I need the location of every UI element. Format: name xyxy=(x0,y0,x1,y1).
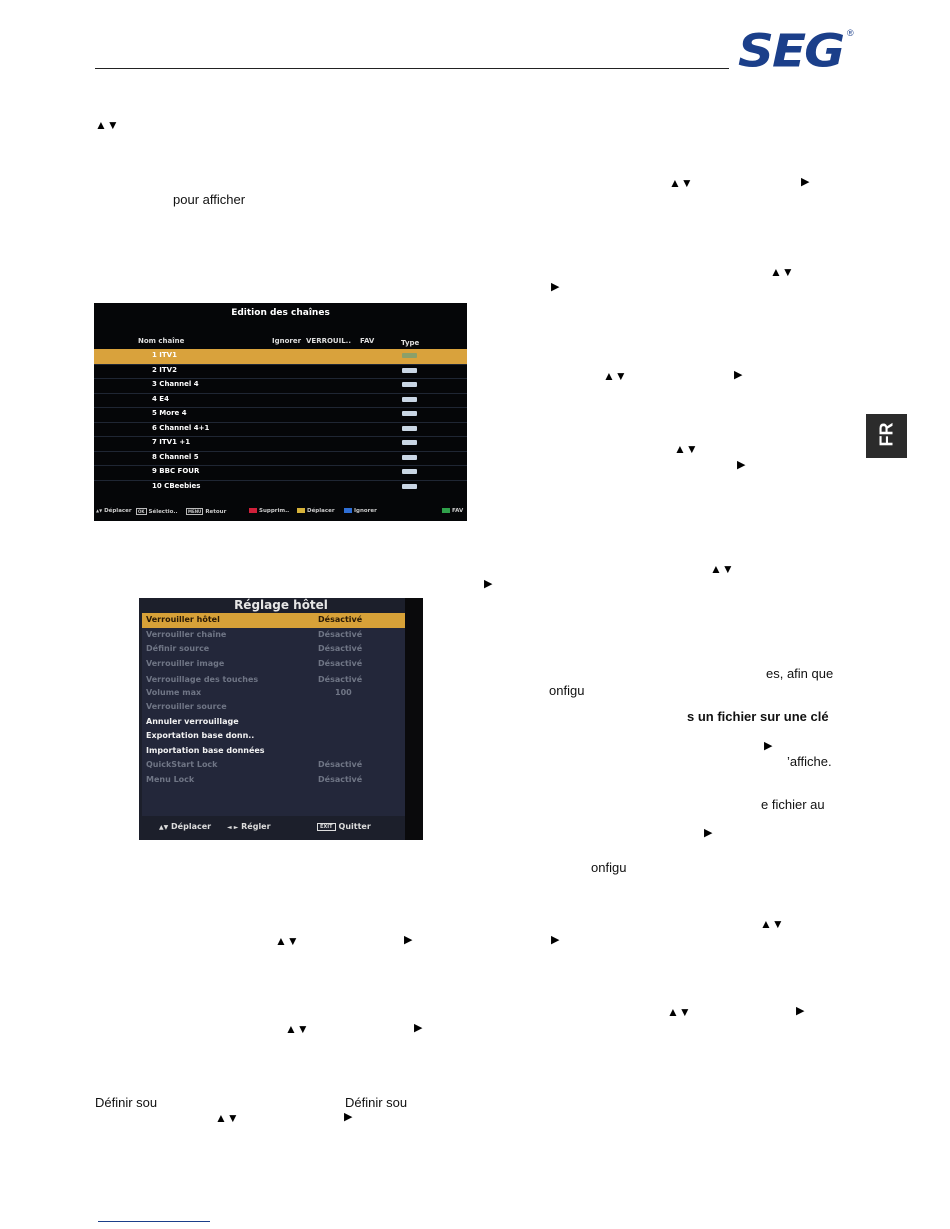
footer-delete-label: Supprim.. xyxy=(259,508,290,514)
screen-title: Réglage hôtel xyxy=(234,598,328,612)
footer-move xyxy=(159,822,211,831)
setting-row[interactable] xyxy=(142,628,405,644)
column-fav: FAV xyxy=(360,337,375,345)
setting-row[interactable] xyxy=(142,758,405,774)
setting-row-empty xyxy=(142,787,405,803)
type-badge xyxy=(402,455,417,460)
updown-arrows-icon: ▲▼ xyxy=(215,1111,239,1125)
setting-label: Verrouiller image xyxy=(146,658,225,668)
footer-quit-label: Quitter xyxy=(338,822,371,831)
right-arrow-icon: ▶ xyxy=(734,369,743,381)
text-fragment: s un fichier sur une clé xyxy=(687,709,829,724)
text-fragment: es, afin que xyxy=(766,666,834,681)
footer-skip-label: Ignorer xyxy=(354,508,377,514)
hotel-settings-screen xyxy=(139,598,423,840)
footer-back-label: Retour xyxy=(205,509,227,515)
channel-row[interactable] xyxy=(94,480,467,495)
setting-row[interactable] xyxy=(142,657,405,673)
setting-value: Désactivé xyxy=(318,658,363,668)
channel-row[interactable] xyxy=(94,393,467,409)
footer-move-label: Déplacer xyxy=(171,822,212,831)
footer-move-label: Déplacer xyxy=(104,508,132,514)
updown-arrows-icon: ▲▼ xyxy=(669,176,693,190)
setting-label: Verrouiller source xyxy=(146,702,227,711)
column-skip: Ignorer xyxy=(272,337,302,345)
setting-value: Désactivé xyxy=(318,760,363,769)
setting-row[interactable] xyxy=(142,744,405,760)
footer-fav xyxy=(442,508,463,514)
footer-shift-label: Déplacer xyxy=(307,508,335,514)
channel-row[interactable] xyxy=(94,349,467,365)
channel-row[interactable] xyxy=(94,436,467,452)
type-badge xyxy=(402,353,417,358)
updown-arrows-icon: ▲▼ xyxy=(275,934,299,948)
setting-row[interactable] xyxy=(142,715,405,731)
green-key-icon xyxy=(442,508,450,513)
setting-value: 100 xyxy=(335,687,352,697)
channel-edit-screen xyxy=(94,303,467,521)
setting-label: Exportation base donn.. xyxy=(146,731,255,740)
channel-row[interactable] xyxy=(94,364,467,380)
text-fragment: Définir sou xyxy=(345,1095,408,1110)
footer-select-label: Sélectio.. xyxy=(148,509,178,515)
seg-logo: SEG xyxy=(738,24,844,78)
type-badge xyxy=(402,368,417,373)
setting-row[interactable] xyxy=(142,773,405,789)
updown-arrows-icon: ▲▼ xyxy=(285,1022,309,1036)
setting-label: Annuler verrouillage xyxy=(146,716,239,726)
updown-arrows-icon: ▲▼ xyxy=(96,508,103,513)
right-arrow-icon: ▶ xyxy=(551,281,560,293)
setting-row[interactable] xyxy=(142,671,405,687)
screen-edge xyxy=(405,598,423,840)
text-fragment: e fichier au xyxy=(761,797,825,812)
setting-label: Définir source xyxy=(146,644,210,653)
setting-row[interactable] xyxy=(142,613,405,629)
channel-name: 6 Channel 4+1 xyxy=(152,423,210,432)
right-arrow-icon: ▶ xyxy=(344,1111,353,1123)
right-arrow-icon: ▶ xyxy=(737,459,746,471)
setting-label: Verrouillage des touches xyxy=(146,675,259,684)
channel-name: 7 ITV1 +1 xyxy=(152,438,191,446)
type-badge xyxy=(402,382,417,387)
yellow-key-icon xyxy=(297,508,305,513)
red-key-icon xyxy=(249,508,257,513)
channel-name: 1 ITV1 xyxy=(152,351,177,359)
type-badge xyxy=(402,484,417,489)
channel-row[interactable] xyxy=(94,451,467,467)
right-arrow-icon: ▶ xyxy=(551,934,560,946)
channel-row[interactable] xyxy=(94,407,467,423)
setting-row[interactable] xyxy=(142,642,405,658)
setting-label: Verrouiller chaîne xyxy=(146,629,227,639)
footer-delete xyxy=(249,508,289,514)
updown-arrows-icon: ▲▼ xyxy=(770,265,794,279)
setting-label: Menu Lock xyxy=(146,774,195,784)
right-arrow-icon: ▶ xyxy=(796,1005,805,1017)
ok-key-icon: OK xyxy=(138,509,145,514)
text-fragment: Définir sou xyxy=(95,1095,158,1110)
text-fragment: onfigu xyxy=(591,860,627,875)
updown-arrows-icon: ▲▼ xyxy=(760,917,784,931)
left-right-arrows-icon: ◄ ► xyxy=(227,824,239,831)
right-arrow-icon: ▶ xyxy=(404,934,413,946)
setting-value: Désactivé xyxy=(318,774,363,784)
updown-arrows-icon: ▲▼ xyxy=(603,369,627,383)
type-badge xyxy=(402,397,417,402)
language-tab-label: FR xyxy=(876,422,897,447)
updown-arrows-icon: ▲▼ xyxy=(95,118,119,132)
footer-adjust xyxy=(227,822,271,831)
right-arrow-icon: ▶ xyxy=(414,1022,423,1034)
setting-label: QuickStart Lock xyxy=(146,760,218,769)
channel-name: 8 Channel 5 xyxy=(152,452,199,461)
setting-value: Désactivé xyxy=(318,629,363,639)
channel-row[interactable] xyxy=(94,378,467,394)
channel-name: 5 More 4 xyxy=(152,409,187,417)
updown-arrows-icon: ▲▼ xyxy=(710,562,734,576)
footer-quit xyxy=(317,822,371,831)
column-type: Type xyxy=(401,339,420,347)
channel-row[interactable] xyxy=(94,465,467,481)
right-arrow-icon: ▶ xyxy=(704,827,713,839)
blue-key-icon xyxy=(344,508,352,513)
setting-row[interactable] xyxy=(142,729,405,745)
updown-arrows-icon: ▲▼ xyxy=(674,442,698,456)
footer-shift xyxy=(297,508,335,514)
channel-row[interactable] xyxy=(94,422,467,438)
setting-label: Volume max xyxy=(146,687,202,697)
channel-name: 3 Channel 4 xyxy=(152,380,199,388)
setting-label: Verrouiller hôtel xyxy=(146,615,220,624)
language-tab xyxy=(866,414,907,458)
footer-fav-label: FAV xyxy=(452,508,464,514)
setting-row-empty xyxy=(142,802,405,817)
setting-row[interactable] xyxy=(142,686,405,702)
text-fragment: ’affiche. xyxy=(787,754,832,769)
setting-value: Désactivé xyxy=(318,675,363,684)
header-rule xyxy=(95,68,729,69)
updown-arrows-icon: ▲▼ xyxy=(667,1005,691,1019)
footer-adjust-label: Régler xyxy=(241,822,271,831)
menu-key-icon: MENU xyxy=(188,509,202,514)
type-badge xyxy=(402,469,417,474)
footer-back xyxy=(186,508,226,515)
column-name: Nom chaîne xyxy=(138,337,185,345)
setting-value: Désactivé xyxy=(318,615,363,624)
updown-arrows-icon: ▲▼ xyxy=(159,824,169,831)
channel-name: 10 CBeebies xyxy=(152,481,201,490)
footer-move xyxy=(96,508,132,514)
type-badge xyxy=(402,426,417,431)
registered-mark: ® xyxy=(847,28,854,38)
type-badge xyxy=(402,440,417,445)
screen-title: Edition des chaînes xyxy=(231,308,330,318)
right-arrow-icon: ▶ xyxy=(801,176,810,188)
type-badge xyxy=(402,411,417,416)
setting-row[interactable] xyxy=(142,700,405,716)
footer-select xyxy=(136,508,178,515)
footer-skip xyxy=(344,508,377,514)
channel-name: 9 BBC FOUR xyxy=(152,467,200,475)
exit-key-icon: EXIT xyxy=(317,823,336,831)
text-fragment: pour afficher xyxy=(173,192,246,207)
right-arrow-icon: ▶ xyxy=(764,740,773,752)
column-lock: VERROUIL.. xyxy=(306,337,351,345)
right-arrow-icon: ▶ xyxy=(484,578,493,590)
channel-name: 2 ITV2 xyxy=(152,365,177,374)
setting-value: Désactivé xyxy=(318,644,363,653)
setting-label: Importation base données xyxy=(146,745,265,755)
footer-rule xyxy=(98,1221,210,1222)
text-fragment: onfigu xyxy=(549,683,585,698)
channel-name: 4 E4 xyxy=(152,394,169,403)
